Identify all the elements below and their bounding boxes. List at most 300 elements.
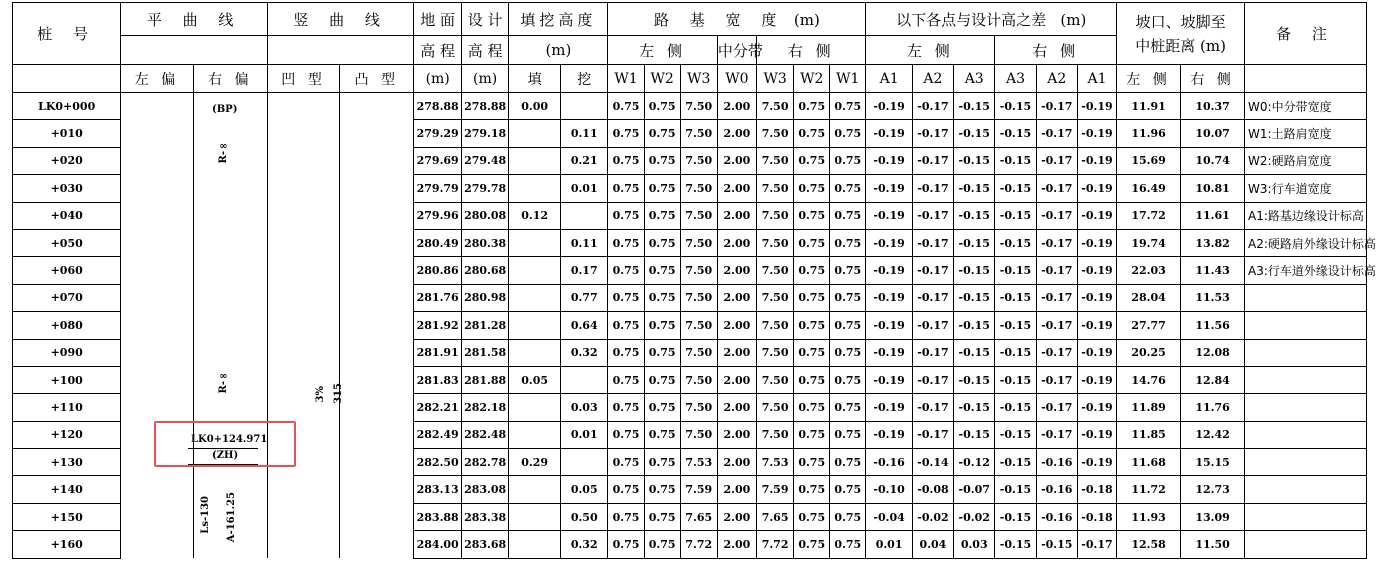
cell-la2: -0.17 [912,93,953,120]
cell-convex [340,366,414,393]
cell-ra1: -0.19 [1077,175,1116,202]
table-row [13,257,1367,284]
cell-convex [340,284,414,311]
right-w3-header: W3 [757,65,794,93]
cell-sl: 16.49 [1117,175,1181,202]
cell-sl: 15.69 [1117,147,1181,174]
cell-rw3: 7.50 [757,257,794,284]
ground-elev-unit: (m) [414,65,461,93]
cell-lw3: 7.50 [680,93,717,120]
design-elev-header: 设 计 [461,3,508,36]
cell-ra1: -0.19 [1077,229,1116,256]
cell-rw3: 7.50 [757,312,794,339]
cell-concave [267,93,339,120]
cell-fill: 0.05 [509,366,561,393]
table-body [13,93,1376,559]
cell-left-deflection [121,503,193,530]
concave-header: 凹 型 [267,65,339,93]
cell-left-deflection [121,202,193,229]
cell-right-deflection [193,339,267,366]
cell-la3: -0.15 [954,394,995,421]
left-w1-header: W1 [608,65,644,93]
station-sub [13,65,121,93]
cell-la3: -0.15 [954,257,995,284]
cell-rw1: 0.75 [830,476,866,503]
cell-la3: -0.15 [954,421,995,448]
cell-lw1: 0.75 [608,531,644,558]
cell-lw3: 7.50 [680,229,717,256]
cell-sta: +080 [13,312,121,339]
cell-fill: 0.12 [509,202,561,229]
cell-lw1: 0.75 [608,421,644,448]
cell-rw1: 0.75 [830,394,866,421]
cell-ra2: -0.16 [1036,449,1077,476]
radius-label-mid: R-∞ [218,370,229,394]
cell-la2: -0.17 [912,202,953,229]
cell-ge: 279.96 [414,202,461,229]
cell-concave [267,284,339,311]
cell-fill [509,175,561,202]
cell-lw2: 0.75 [644,93,680,120]
cell-ra1: -0.19 [1077,394,1116,421]
cell-rw2: 0.75 [794,93,830,120]
cell-de: 280.98 [461,284,508,311]
transition-length-label: Ls-130 [200,496,211,534]
cell-lw2: 0.75 [644,202,680,229]
cell-ra3: -0.15 [995,147,1036,174]
bp-label: (BP) [212,104,238,115]
cell-de: 281.28 [461,312,508,339]
cell-ge: 281.92 [414,312,461,339]
cell-lw2: 0.75 [644,284,680,311]
cell-la2: -0.17 [912,284,953,311]
cell-sl: 28.04 [1117,284,1181,311]
cell-sl: 11.68 [1117,449,1181,476]
cell-ra2: -0.17 [1036,394,1077,421]
cell-left-deflection [121,531,193,558]
cell-right-deflection [193,120,267,147]
cell-la3: -0.07 [954,476,995,503]
cell-la3: -0.12 [954,449,995,476]
cell-rw2: 0.75 [794,503,830,530]
cell-rw1: 0.75 [830,147,866,174]
cell-rw3: 7.50 [757,284,794,311]
cell-lw2: 0.75 [644,394,680,421]
cell-ge: 283.13 [414,476,461,503]
cell-cut: 0.11 [560,120,607,147]
cell-sl: 11.96 [1117,120,1181,147]
cell-sr: 13.09 [1181,503,1245,530]
cell-rw1: 0.75 [830,284,866,311]
cell-sl: 17.72 [1117,202,1181,229]
cell-concave [267,531,339,558]
cell-w0: 2.00 [717,421,756,448]
cell-sl: 11.72 [1117,476,1181,503]
cell-sl: 11.93 [1117,503,1181,530]
cell-concave [267,120,339,147]
w0-header: W0 [717,65,756,93]
cell-rw2: 0.75 [794,449,830,476]
cell-de: 283.38 [461,503,508,530]
cell-right-deflection [193,147,267,174]
cell-la1: -0.19 [866,421,912,448]
cell-rw3: 7.50 [757,339,794,366]
cell-convex [340,175,414,202]
cell-la3: -0.15 [954,175,995,202]
cell-lw2: 0.75 [644,449,680,476]
cell-ra3: -0.15 [995,93,1036,120]
cell-note [1245,366,1367,393]
cell-rw3: 7.50 [757,147,794,174]
cell-sta: +140 [13,476,121,503]
cell-cut: 0.50 [560,503,607,530]
cell-left-deflection [121,120,193,147]
cell-sta: +050 [13,229,121,256]
cell-cut [560,366,607,393]
cell-ra1: -0.18 [1077,503,1116,530]
cell-lw1: 0.75 [608,93,644,120]
cell-left-deflection [121,284,193,311]
zh-highlight-box [154,421,296,467]
cell-note [1245,421,1367,448]
roadbed-design-table [12,2,1376,559]
table-row [13,202,1367,229]
cell-sta: +150 [13,503,121,530]
cell-note [1245,449,1367,476]
slope-left-header: 左 侧 [1117,65,1181,93]
cell-la2: -0.17 [912,257,953,284]
cell-left-deflection [121,312,193,339]
cell-ra1: -0.19 [1077,284,1116,311]
clothoid-param-label: A-161.25 [226,492,237,543]
cell-w0: 2.00 [717,202,756,229]
cell-note [1245,476,1367,503]
cell-la2: -0.17 [912,421,953,448]
cell-concave [267,476,339,503]
cell-lw3: 7.50 [680,394,717,421]
cell-la1: -0.19 [866,312,912,339]
cell-sr: 11.53 [1181,284,1245,311]
cell-ra1: -0.19 [1077,312,1116,339]
right-side-header: 右 侧 [757,36,866,65]
notes-sub [1245,65,1367,93]
cell-rw3: 7.50 [757,394,794,421]
cell-sl: 20.25 [1117,339,1181,366]
cell-sr: 11.43 [1181,257,1245,284]
cell-la2: -0.02 [912,503,953,530]
vert-curve-sub [267,36,414,65]
cell-lw3: 7.65 [680,503,717,530]
cell-sr: 11.50 [1181,531,1245,558]
cell-lw1: 0.75 [608,120,644,147]
cell-right-deflection [193,284,267,311]
cell-convex [340,503,414,530]
cell-ra3: -0.15 [995,202,1036,229]
cell-w0: 2.00 [717,284,756,311]
cell-rw2: 0.75 [794,202,830,229]
cell-sr: 10.74 [1181,147,1245,174]
cell-left-deflection [121,257,193,284]
plan-curve-header: 平 曲 线 [121,3,268,36]
cell-la1: -0.19 [866,394,912,421]
cell-rw1: 0.75 [830,257,866,284]
cell-note [1245,284,1367,311]
fill-cut-header: 填挖高度 [509,3,608,36]
cell-right-deflection [193,394,267,421]
cell-de: 283.08 [461,476,508,503]
cell-ra3: -0.15 [995,284,1036,311]
cell-fill [509,229,561,256]
table-row [13,147,1367,174]
cell-lw2: 0.75 [644,147,680,174]
left-w2-header: W2 [644,65,680,93]
cell-la3: -0.15 [954,312,995,339]
cell-lw1: 0.75 [608,284,644,311]
cell-convex [340,449,414,476]
cell-ra3: -0.15 [995,120,1036,147]
cell-ra2: -0.17 [1036,120,1077,147]
cell-sta: +100 [13,366,121,393]
cell-lw2: 0.75 [644,339,680,366]
cell-ge: 282.21 [414,394,461,421]
cell-w0: 2.00 [717,175,756,202]
cell-concave [267,339,339,366]
cell-sl: 11.89 [1117,394,1181,421]
cell-lw2: 0.75 [644,366,680,393]
cell-lw3: 7.50 [680,339,717,366]
cell-sl: 11.85 [1117,421,1181,448]
table-row [13,120,1367,147]
cell-lw3: 7.50 [680,175,717,202]
cell-rw3: 7.50 [757,202,794,229]
right-w1-header: W1 [830,65,866,93]
cell-rw3: 7.65 [757,503,794,530]
right-a2-header: A2 [1036,65,1077,93]
cell-ra3: -0.15 [995,476,1036,503]
cell-ra1: -0.19 [1077,421,1116,448]
cell-rw2: 0.75 [794,120,830,147]
cell-la2: -0.17 [912,366,953,393]
cell-sr: 15.15 [1181,449,1245,476]
cell-fill [509,147,561,174]
cell-sr: 10.07 [1181,120,1245,147]
diff-left-header: 左 侧 [866,36,995,65]
cell-la3: -0.15 [954,93,995,120]
cell-ra2: -0.16 [1036,476,1077,503]
ground-elev-header: 地 面 [414,3,461,36]
cell-sr: 10.81 [1181,175,1245,202]
cell-ge: 281.76 [414,284,461,311]
cell-lw1: 0.75 [608,503,644,530]
cell-note: W3:行车道宽度 [1245,175,1367,202]
table-row [13,394,1367,421]
cell-ra2: -0.17 [1036,284,1077,311]
cell-ra1: -0.17 [1077,531,1116,558]
cell-fill [509,476,561,503]
cell-sr: 11.76 [1181,394,1245,421]
cell-la3: -0.15 [954,339,995,366]
cell-fill [509,312,561,339]
cell-la3: -0.15 [954,120,995,147]
cell-left-deflection [121,394,193,421]
cell-convex [340,257,414,284]
cell-ge: 280.49 [414,229,461,256]
cell-sta: +090 [13,339,121,366]
cell-convex [340,476,414,503]
cell-lw1: 0.75 [608,449,644,476]
cell-sr: 12.42 [1181,421,1245,448]
cell-lw2: 0.75 [644,421,680,448]
cell-cut [560,202,607,229]
elev-diff-header: 以下各点与设计高之差 (m) [866,3,1117,36]
cell-sl: 27.77 [1117,312,1181,339]
station-header: 桩 号 [13,3,121,65]
cell-lw3: 7.50 [680,421,717,448]
cell-note [1245,312,1367,339]
cell-cut [560,93,607,120]
cell-sta: +110 [13,394,121,421]
cell-lw3: 7.50 [680,312,717,339]
cell-de: 281.58 [461,339,508,366]
cell-sl: 19.74 [1117,229,1181,256]
cell-note [1245,503,1367,530]
cell-ra2: -0.17 [1036,147,1077,174]
cell-ra3: -0.15 [995,339,1036,366]
roadbed-width-header: 路 基 宽 度 (m) [608,3,866,36]
cell-w0: 2.00 [717,503,756,530]
cell-sta: +120 [13,421,121,448]
cell-sl: 12.58 [1117,531,1181,558]
table-row [13,476,1367,503]
cell-fill [509,284,561,311]
cell-la1: -0.19 [866,175,912,202]
cell-sr: 11.61 [1181,202,1245,229]
cell-lw1: 0.75 [608,339,644,366]
cell-note: W1:土路肩宽度 [1245,120,1367,147]
cell-lw3: 7.53 [680,449,717,476]
cell-ge: 282.49 [414,421,461,448]
grade-label: 3% [315,386,326,403]
cell-ge: 279.69 [414,147,461,174]
cell-la1: -0.10 [866,476,912,503]
ground-elev-header-2: 高 程 [414,36,461,65]
cell-lw1: 0.75 [608,312,644,339]
cell-ra3: -0.15 [995,366,1036,393]
table-row [13,503,1367,530]
cell-rw3: 7.53 [757,449,794,476]
cell-concave [267,394,339,421]
cell-w0: 2.00 [717,257,756,284]
cell-sta: +030 [13,175,121,202]
cell-rw2: 0.75 [794,394,830,421]
cell-w0: 2.00 [717,147,756,174]
cell-cut: 0.05 [560,476,607,503]
cell-fill: 0.29 [509,449,561,476]
cell-rw3: 7.50 [757,93,794,120]
cell-ge: 283.88 [414,503,461,530]
design-elev-header-2: 高 程 [461,36,508,65]
cell-sta: +160 [13,531,121,558]
cell-lw3: 7.59 [680,476,717,503]
diff-right-header: 右 侧 [995,36,1117,65]
cell-ra1: -0.18 [1077,476,1116,503]
cell-fill [509,394,561,421]
cell-left-deflection [121,175,193,202]
cell-convex [340,312,414,339]
cell-rw1: 0.75 [830,339,866,366]
cell-note: A3:行车道外缘设计标高 [1245,257,1367,284]
cell-de: 282.78 [461,449,508,476]
cell-la1: -0.19 [866,229,912,256]
cell-cut: 0.64 [560,312,607,339]
notes-header: 备 注 [1245,3,1367,65]
cell-de: 280.38 [461,229,508,256]
cell-w0: 2.00 [717,229,756,256]
cell-de: 279.48 [461,147,508,174]
cell-rw1: 0.75 [830,312,866,339]
cell-rw2: 0.75 [794,257,830,284]
cell-ra2: -0.17 [1036,202,1077,229]
cell-lw2: 0.75 [644,120,680,147]
cell-w0: 2.00 [717,476,756,503]
table-row [13,175,1367,202]
cell-cut: 0.01 [560,175,607,202]
cell-left-deflection [121,476,193,503]
cell-sta: LK0+000 [13,93,121,120]
cell-ge: 280.86 [414,257,461,284]
cell-la2: -0.17 [912,120,953,147]
cell-la1: -0.19 [866,93,912,120]
cell-note [1245,339,1367,366]
cell-ra1: -0.19 [1077,449,1116,476]
cell-sl: 22.03 [1117,257,1181,284]
cell-de: 281.88 [461,366,508,393]
cell-ge: 279.79 [414,175,461,202]
cell-concave [267,147,339,174]
design-elev-unit: (m) [461,65,508,93]
cell-lw3: 7.50 [680,120,717,147]
cell-la2: -0.14 [912,449,953,476]
cell-lw3: 7.72 [680,531,717,558]
cell-lw2: 0.75 [644,503,680,530]
cell-convex [340,120,414,147]
cell-la2: -0.17 [912,339,953,366]
cell-la1: -0.19 [866,257,912,284]
cell-ra3: -0.15 [995,449,1036,476]
radius-label-top: R-∞ [218,140,229,164]
cell-la3: 0.03 [954,531,995,558]
cell-de: 280.68 [461,257,508,284]
cell-ra2: -0.17 [1036,421,1077,448]
table-row [13,366,1367,393]
cell-lw2: 0.75 [644,229,680,256]
cell-la2: -0.17 [912,312,953,339]
cell-left-deflection [121,147,193,174]
cell-ra2: -0.17 [1036,175,1077,202]
cell-cut: 0.21 [560,147,607,174]
cell-convex [340,202,414,229]
cell-cut [560,449,607,476]
cell-rw3: 7.50 [757,366,794,393]
cell-concave [267,312,339,339]
cell-w0: 2.00 [717,366,756,393]
cell-sta: +010 [13,120,121,147]
cell-ra2: -0.17 [1036,312,1077,339]
cell-concave [267,257,339,284]
cell-rw1: 0.75 [830,229,866,256]
cell-la1: -0.04 [866,503,912,530]
cell-cut: 0.32 [560,339,607,366]
